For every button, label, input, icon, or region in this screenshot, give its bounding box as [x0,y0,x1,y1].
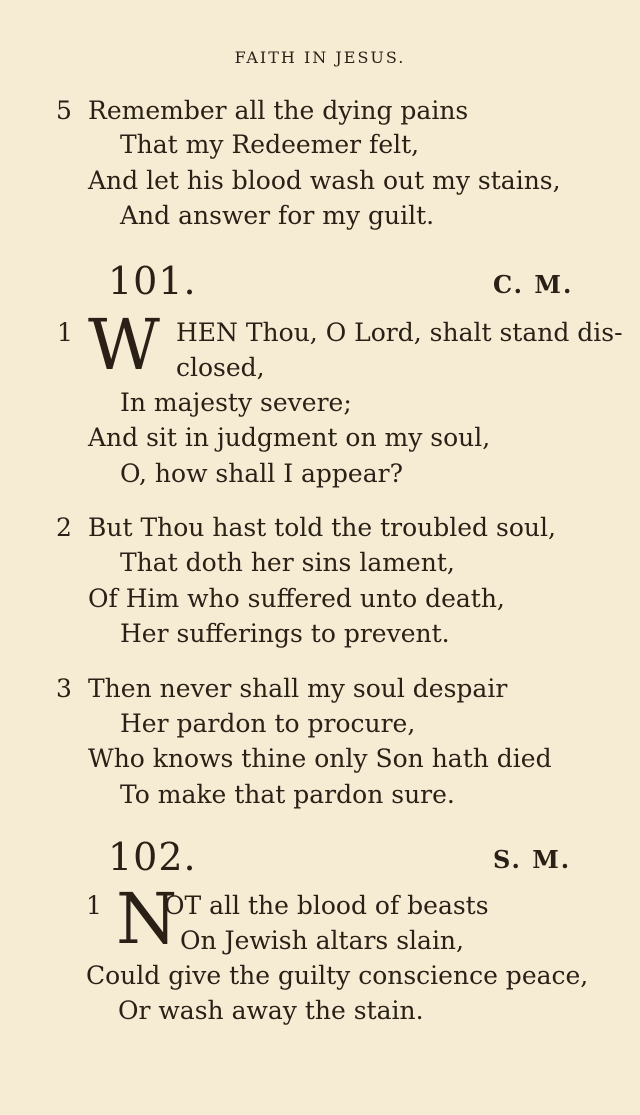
verse-line: That my Redeemer felt, [120,130,420,159]
verse-line: Then never shall my soul despair [88,674,508,703]
stanza-number: 3 [56,674,72,703]
verse-line: Of Him who suffered unto death, [88,584,505,613]
meter-label: C. M. [493,270,574,299]
verse-line: Remember all the dying pains [88,96,469,125]
verse-line: That doth her sins lament, [120,548,455,577]
verse-line: And answer for my guilt. [120,201,435,230]
verse-line: Or wash away the stain. [118,996,424,1025]
hymn-number: 101. [108,259,197,303]
verse-line: OT all the blood of beasts [164,891,489,920]
verse-line: In majesty severe; [120,388,352,417]
verse-line: Her pardon to procure, [120,709,416,738]
running-header: FAITH IN JESUS. [234,48,406,67]
verse-line: HEN Thou, O Lord, shalt stand dis- [176,318,623,347]
verse-line: Who knows thine only Son hath died [88,744,552,773]
verse-line: Could give the guilty conscience peace, [86,961,589,990]
verse-line: Her sufferings to prevent. [120,619,450,648]
verse-line: But Thou hast told the troubled soul, [88,513,556,542]
verse-line: And let his blood wash out my stains, [88,166,561,195]
drop-cap: N [116,878,178,960]
stanza-number: 5 [56,96,72,125]
hymn-number: 102. [108,835,197,879]
stanza-number: 1 [57,318,73,347]
verse-line: closed, [176,353,265,382]
drop-cap: W [88,304,160,386]
verse-line: O, how shall I appear? [120,459,403,488]
verse-line: On Jewish altars slain, [180,926,464,955]
verse-line: To make that pardon sure. [120,780,455,809]
verse-line: And sit in judgment on my soul, [88,423,491,452]
meter-label: S. M. [493,845,572,874]
stanza-number: 1 [86,891,102,920]
stanza-number: 2 [56,513,72,542]
